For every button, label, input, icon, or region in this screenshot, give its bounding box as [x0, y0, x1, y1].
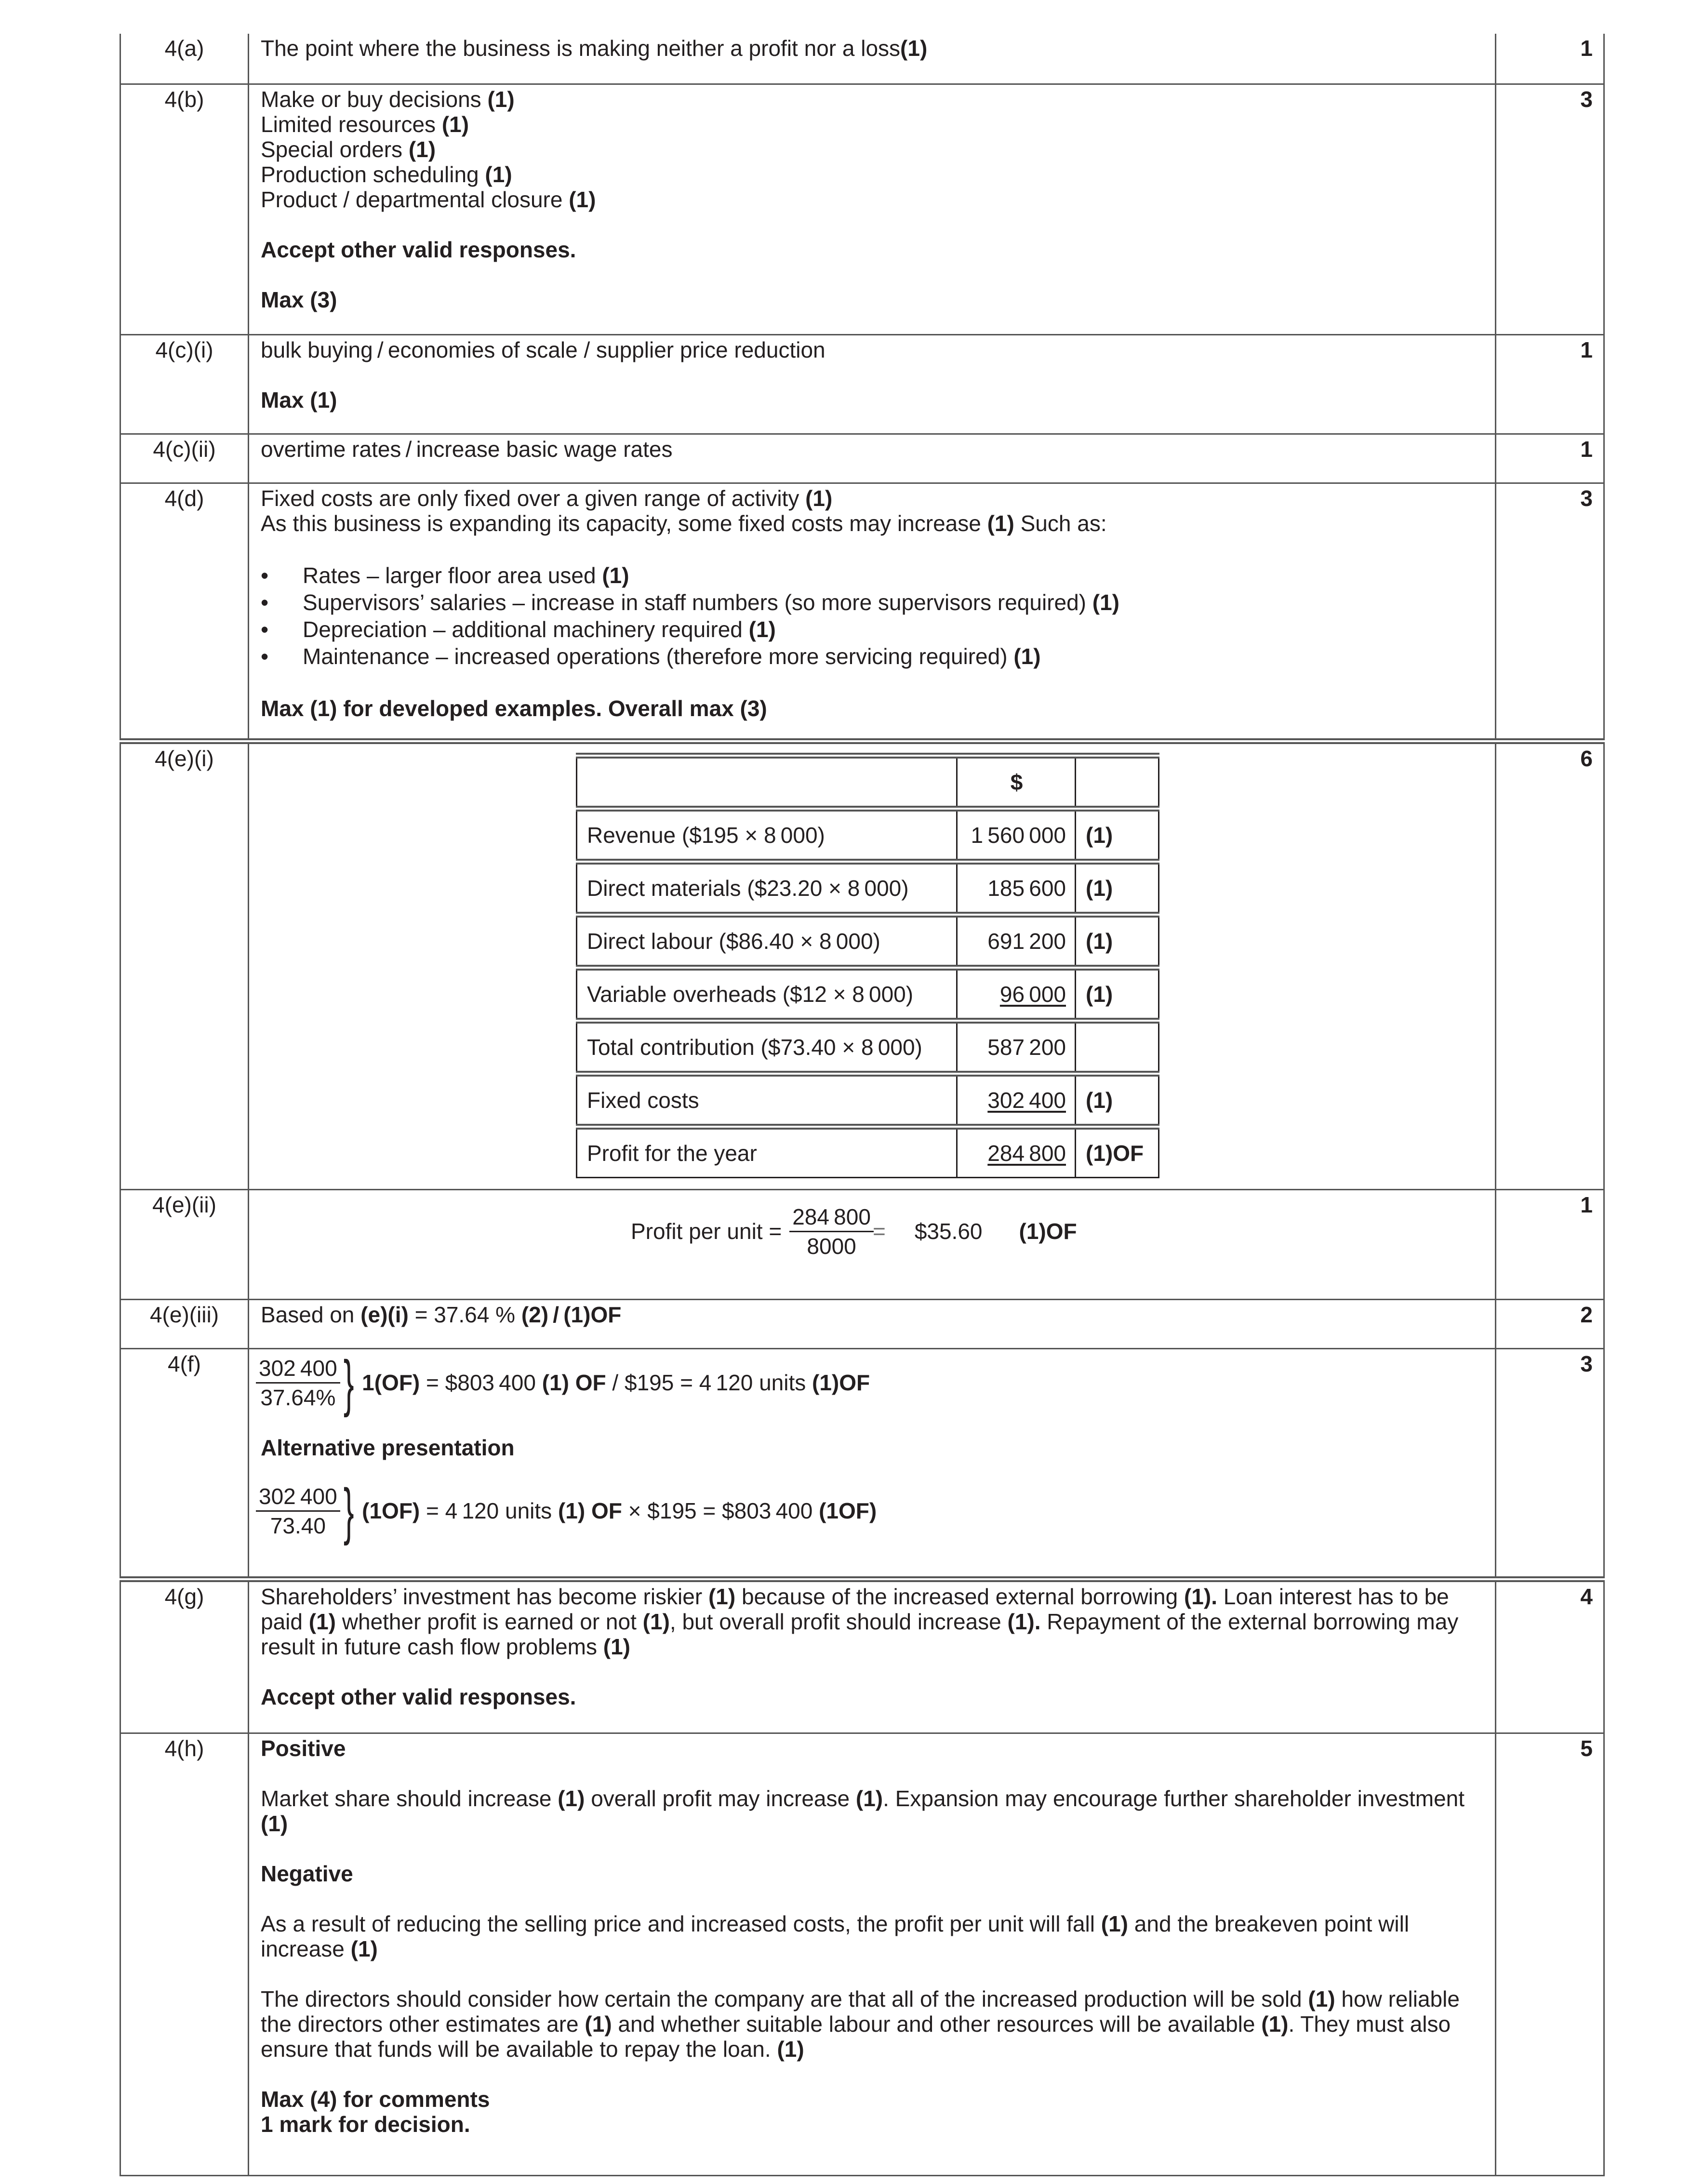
answer: overtime rates / increase basic wage rates	[249, 434, 1496, 483]
brace-icon: }	[343, 1476, 354, 1546]
row-4b	[120, 84, 1604, 334]
marks: 4	[1496, 1579, 1604, 1733]
table-row: Profit for the year 284 800 (1)OF	[577, 1127, 1159, 1178]
question-number: 4(b)	[120, 84, 249, 334]
mark-scheme-table	[120, 34, 1605, 2176]
question-number: 4(d)	[120, 483, 249, 741]
row-4a	[120, 34, 1604, 84]
question-number: 4(e)(iii)	[120, 1300, 249, 1349]
note: Accept other valid responses.	[261, 1684, 576, 1709]
answer	[249, 741, 1496, 1190]
question-number: 4(c)(ii)	[120, 434, 249, 483]
brace-icon: }	[343, 1347, 354, 1418]
paragraph: The directors should consider how certain the company are that all of the increased production will be sold (1) how reliable the directors other estimates are (1) and whether suitable labour and other resources will be available (1). They must also ensure that funds will be available to repay the loan. (1)	[261, 1986, 1460, 2062]
profit-per-unit-formula: Profit per unit = $\frac{284 800}{8000}$ = $35.60 (1)OF	[631, 1190, 1495, 1272]
row-4f	[120, 1349, 1604, 1579]
heading-positive: Positive	[261, 1736, 346, 1761]
marks: 1	[1496, 434, 1604, 483]
table-row: Direct materials ($23.20 × 8 000) 185 600 (1)	[577, 862, 1159, 915]
paragraph: Shareholders’ investment has become riskier (1) because of the increased external borrowing (1). Loan interest has to be paid (1) whether profit is earned or not (1), but overall profit should increase (1). Repayment of the external borrowing may result in future cash flow problems (1)	[261, 1584, 1459, 1659]
row-4eii	[120, 1190, 1604, 1300]
marks: 1	[1496, 34, 1604, 84]
fraction: $\frac{284 800}{8000}$	[789, 1203, 874, 1260]
currency-header: $	[957, 756, 1076, 809]
question-number: 4(e)(ii)	[120, 1190, 249, 1300]
table-row: Revenue ($195 × 8 000) 1 560 000 (1)	[577, 809, 1159, 862]
list-item: • Supervisors’ salaries – increase in staff numbers (so more supervisors required) (1)	[303, 590, 1483, 615]
list-item: • Rates – larger floor area used (1)	[303, 563, 1483, 588]
marks: 2	[1496, 1300, 1604, 1349]
max-note: Max (1) for developed examples. Overall max (3)	[261, 695, 767, 721]
list-item: • Depreciation – additional machinery required (1)	[303, 617, 1483, 642]
row-4cii	[120, 434, 1604, 483]
heading-negative: Negative	[261, 1861, 353, 1886]
max-note: Max (1)	[261, 387, 337, 413]
breakeven-formula: $\frac{302 400}{37.64\%}$ } 1(OF) = $803 400 (1) OF / $195 = 4 120 units (1)OF	[256, 1351, 1483, 1414]
answer: Fixed costs are only fixed over a given range of activity (1) As this business is expanding its capacity, some fixed costs may increase (1) Such as: • Rates – larger floor area used (1) • Supervisors’ salaries – increase in staff numbers (so more supervisors required) (1) • Depreciation – additional machinery required (1) • Maintenance – increased operations (therefore more servicing required) (1) Max (1) for developed examples. Overall max (3)	[249, 483, 1496, 741]
marks: 3	[1496, 1349, 1604, 1579]
fraction: $\frac{302 400}{37.64\%}$	[256, 1354, 340, 1412]
answer	[249, 1349, 1496, 1579]
answer	[249, 1190, 1496, 1300]
paragraph: Market share should increase (1) overall profit may increase (1). Expansion may encourage further shareholder investment (1)	[261, 1786, 1465, 1836]
note: Accept other valid responses.	[261, 237, 576, 262]
answer: The point where the business is making neither a profit nor a loss(1)	[249, 34, 1496, 84]
paragraph: As a result of reducing the selling price and increased costs, the profit per unit will fall (1) and the breakeven point will increase (1)	[261, 1911, 1410, 1961]
question-number: 4(g)	[120, 1579, 249, 1733]
list-item: • Maintenance – increased operations (therefore more servicing required) (1)	[303, 644, 1483, 669]
row-4eiii	[120, 1300, 1604, 1349]
max-note: Max (3)	[261, 287, 337, 312]
answer: bulk buying / economies of scale / supplier price reduction Max (1)	[249, 334, 1496, 434]
table-row: Total contribution ($73.40 × 8 000) 587 200	[577, 1021, 1159, 1074]
marks: 3	[1496, 483, 1604, 741]
row-4ei	[120, 741, 1604, 1190]
answer	[249, 1579, 1496, 1733]
table-row: Variable overheads ($12 × 8 000) 96 000 (1)	[577, 968, 1159, 1021]
alt-formula: $\frac{302 400}{73.40}$ } (1OF) = 4 120 units (1) OF × $195 = $803 400 (1OF)	[256, 1479, 1483, 1542]
profit-statement-table	[576, 753, 1159, 1178]
decision-note: 1 mark for decision.	[261, 2112, 470, 2137]
row-4d	[120, 483, 1604, 741]
row-4ci	[120, 334, 1604, 434]
answer: Based on (e)(i) = 37.64 % (2) / (1)OF	[249, 1300, 1496, 1349]
fraction: $\frac{302 400}{73.40}$	[256, 1482, 340, 1540]
question-number: 4(e)(i)	[120, 741, 249, 1190]
question-number: 4(h)	[120, 1733, 249, 2176]
alt-heading: Alternative presentation	[261, 1435, 515, 1460]
question-number: 4(f)	[120, 1349, 249, 1579]
answer	[249, 1733, 1496, 2176]
marks: 1	[1496, 1190, 1604, 1300]
answer: Make or buy decisions (1) Limited resources (1) Special orders (1) Production scheduling (1) Product / departmental closure (1) Accept other valid responses. Max (3)	[249, 84, 1496, 334]
marks: 6	[1496, 741, 1604, 1190]
table-row: Fixed costs 302 400 (1)	[577, 1074, 1159, 1127]
marks: 5	[1496, 1733, 1604, 2176]
marks: 3	[1496, 84, 1604, 334]
table-row	[577, 756, 1159, 809]
question-number: 4(a)	[120, 34, 249, 84]
question-number: 4(c)(i)	[120, 334, 249, 434]
examples-list	[261, 563, 1483, 669]
row-4h	[120, 1733, 1604, 2176]
table-row: Direct labour ($86.40 × 8 000) 691 200 (1)	[577, 915, 1159, 968]
row-4g	[120, 1579, 1604, 1733]
max-note: Max (4) for comments	[261, 2087, 490, 2112]
marks: 1	[1496, 334, 1604, 434]
